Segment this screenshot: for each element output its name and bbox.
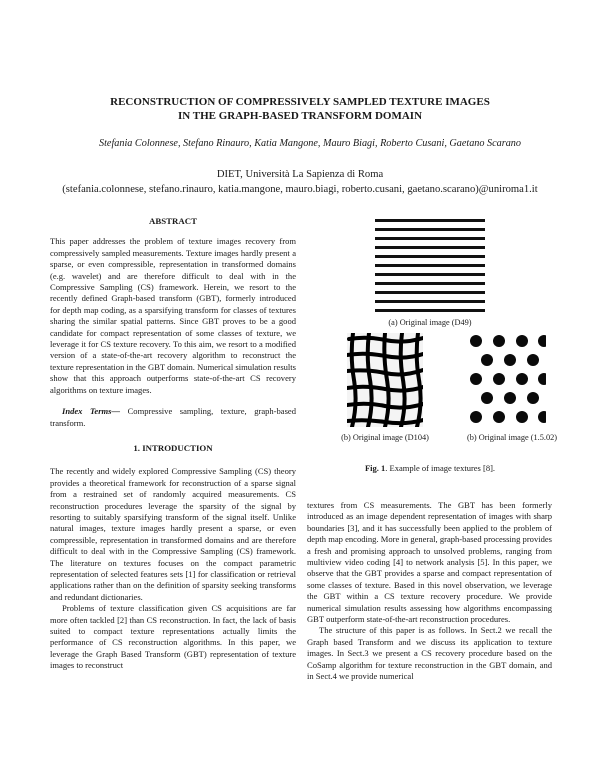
caption-a: (a) Original image (D49) [388,318,472,327]
left-column [50,216,296,672]
index-terms-text: Compressive sampling, texture, graph-based transform. [50,406,296,428]
index-terms-label: Index Terms— [62,406,121,417]
intro-paragraph-3: textures from CS measurements. The GBT has been formerly introduced as an image dependent representation of images with sharp boundaries [3], and it has successfully been applied to the problem of depth map encoding. More in general, graph-based processing provides a fresh and promising approach to unsolved problems, ranging from multiview video coding [4] to network analysis [5]. In this paper, we observe that the GBT provides a sparse and compact representation of some classes of texture. Based in this novel observation, we leverage the GBT within a CS texture recovery procedure. We provide numerical simulation results assessing how algorithms encompassing GBT outperform state-of-the-art reconstruction procedures. [307,500,552,625]
index-terms [50,406,296,429]
affiliation: DIET, Università La Sapienza di Roma [216,169,384,180]
intro-paragraph-4: The structure of this paper is as follows. In Sect.2 we recall the Graph based Transform and we discuss its application to texture images. In Sect.3 we present a CS recovery procedure based on the CoSamp algorithm for texture reconstruction in the GBT domain, and in Sect.4 we provide numerical [307,625,552,682]
title-line-1: RECONSTRUCTION OF COMPRESSIVELY SAMPLED TEXTURE IMAGES [110,96,490,108]
caption-c: (b) Original image (1.5.02) [466,433,558,442]
title-line-2: IN THE GRAPH-BASED TRANSFORM DOMAIN [177,110,423,122]
figure-caption-text: . Example of image textures [8]. [385,463,496,473]
affiliation-block [40,167,560,197]
paper-title [40,95,560,123]
author-emails: (stefania.colonnese, stefano.rinauro, katia.mangone, mauro.biagi, roberto.cusani, gaetano.scarano)@uniroma1.it [62,184,538,195]
figure-caption [320,463,540,473]
texture-image-d104 [347,333,423,427]
texture-image-d49 [375,217,485,313]
figure-label: Fig. 1 [364,463,386,473]
abstract-text: This paper addresses the problem of texture images recovery from compressively sampled measurements. Texture images hardly present a sparse, or even compressible, representation in transformed domains (e.g. wavelet) and are therefore difficult to deal with in the Compressive Sampling (CS) framework. Herein, we resort to the recently defined Graph-based transform (GBT), formerly introduced for depth map coding, as a sparsifying transform for classes of textures sharing the similar spatial patterns. Since GBT proves to be a good candidate for compact representation of some classes of texture, we leverage it for CS texture recovery. To this aim, we resort to a modified version of a state-of-the-art recovery algorithm to reconstruct the texture representation in the GBT domain. Numerical simulation results show that this approach outperforms state-of-the-art CS recovery algorithms on texture images. [50,236,296,395]
texture-image-1-5-02 [468,333,546,427]
introduction-heading: 1. INTRODUCTION [133,442,213,453]
right-column [307,500,552,683]
intro-paragraph-1: The recently and widely explored Compressive Sampling (CS) theory provides a theoretical framework for reconstruction of a sparse signal from a restrained set of randomly acquired measurements. CS reconstruction procedures leverage the sparsity of the signal by resorting to suitably sparsifying transform of the signal itself. Unlike natural images, texture images hardly present a sparse, or even compressible, representation in transformed domains and are therefore difficult to deal with in the Compressive Sampling (CS) framework. The literature on textures focuses on the compact parametric representation of selected features sets [1] for classification or retrieval applications rather than on the definition of sparsity seeking transforms and redundant dictionaries. [50,466,296,602]
abstract-heading: ABSTRACT [149,216,197,226]
caption-b: (b) Original image (D104) [341,433,429,442]
author-list: Stefania Colonnese, Stefano Rinauro, Katia Mangone, Mauro Biagi, Roberto Cusani, Gaetano Scarano [99,138,521,149]
intro-paragraph-2: Problems of texture classification given CS acquisitions are far more often tackled [2] than CS reconstruction. In fact, the lack of basis suited to compact texture representations actually limits the performance of CS reconstruction algorithms. In this paper, we leverage the Graph Based Transform (GBT) representation of texture images to reconstruct [50,603,296,671]
